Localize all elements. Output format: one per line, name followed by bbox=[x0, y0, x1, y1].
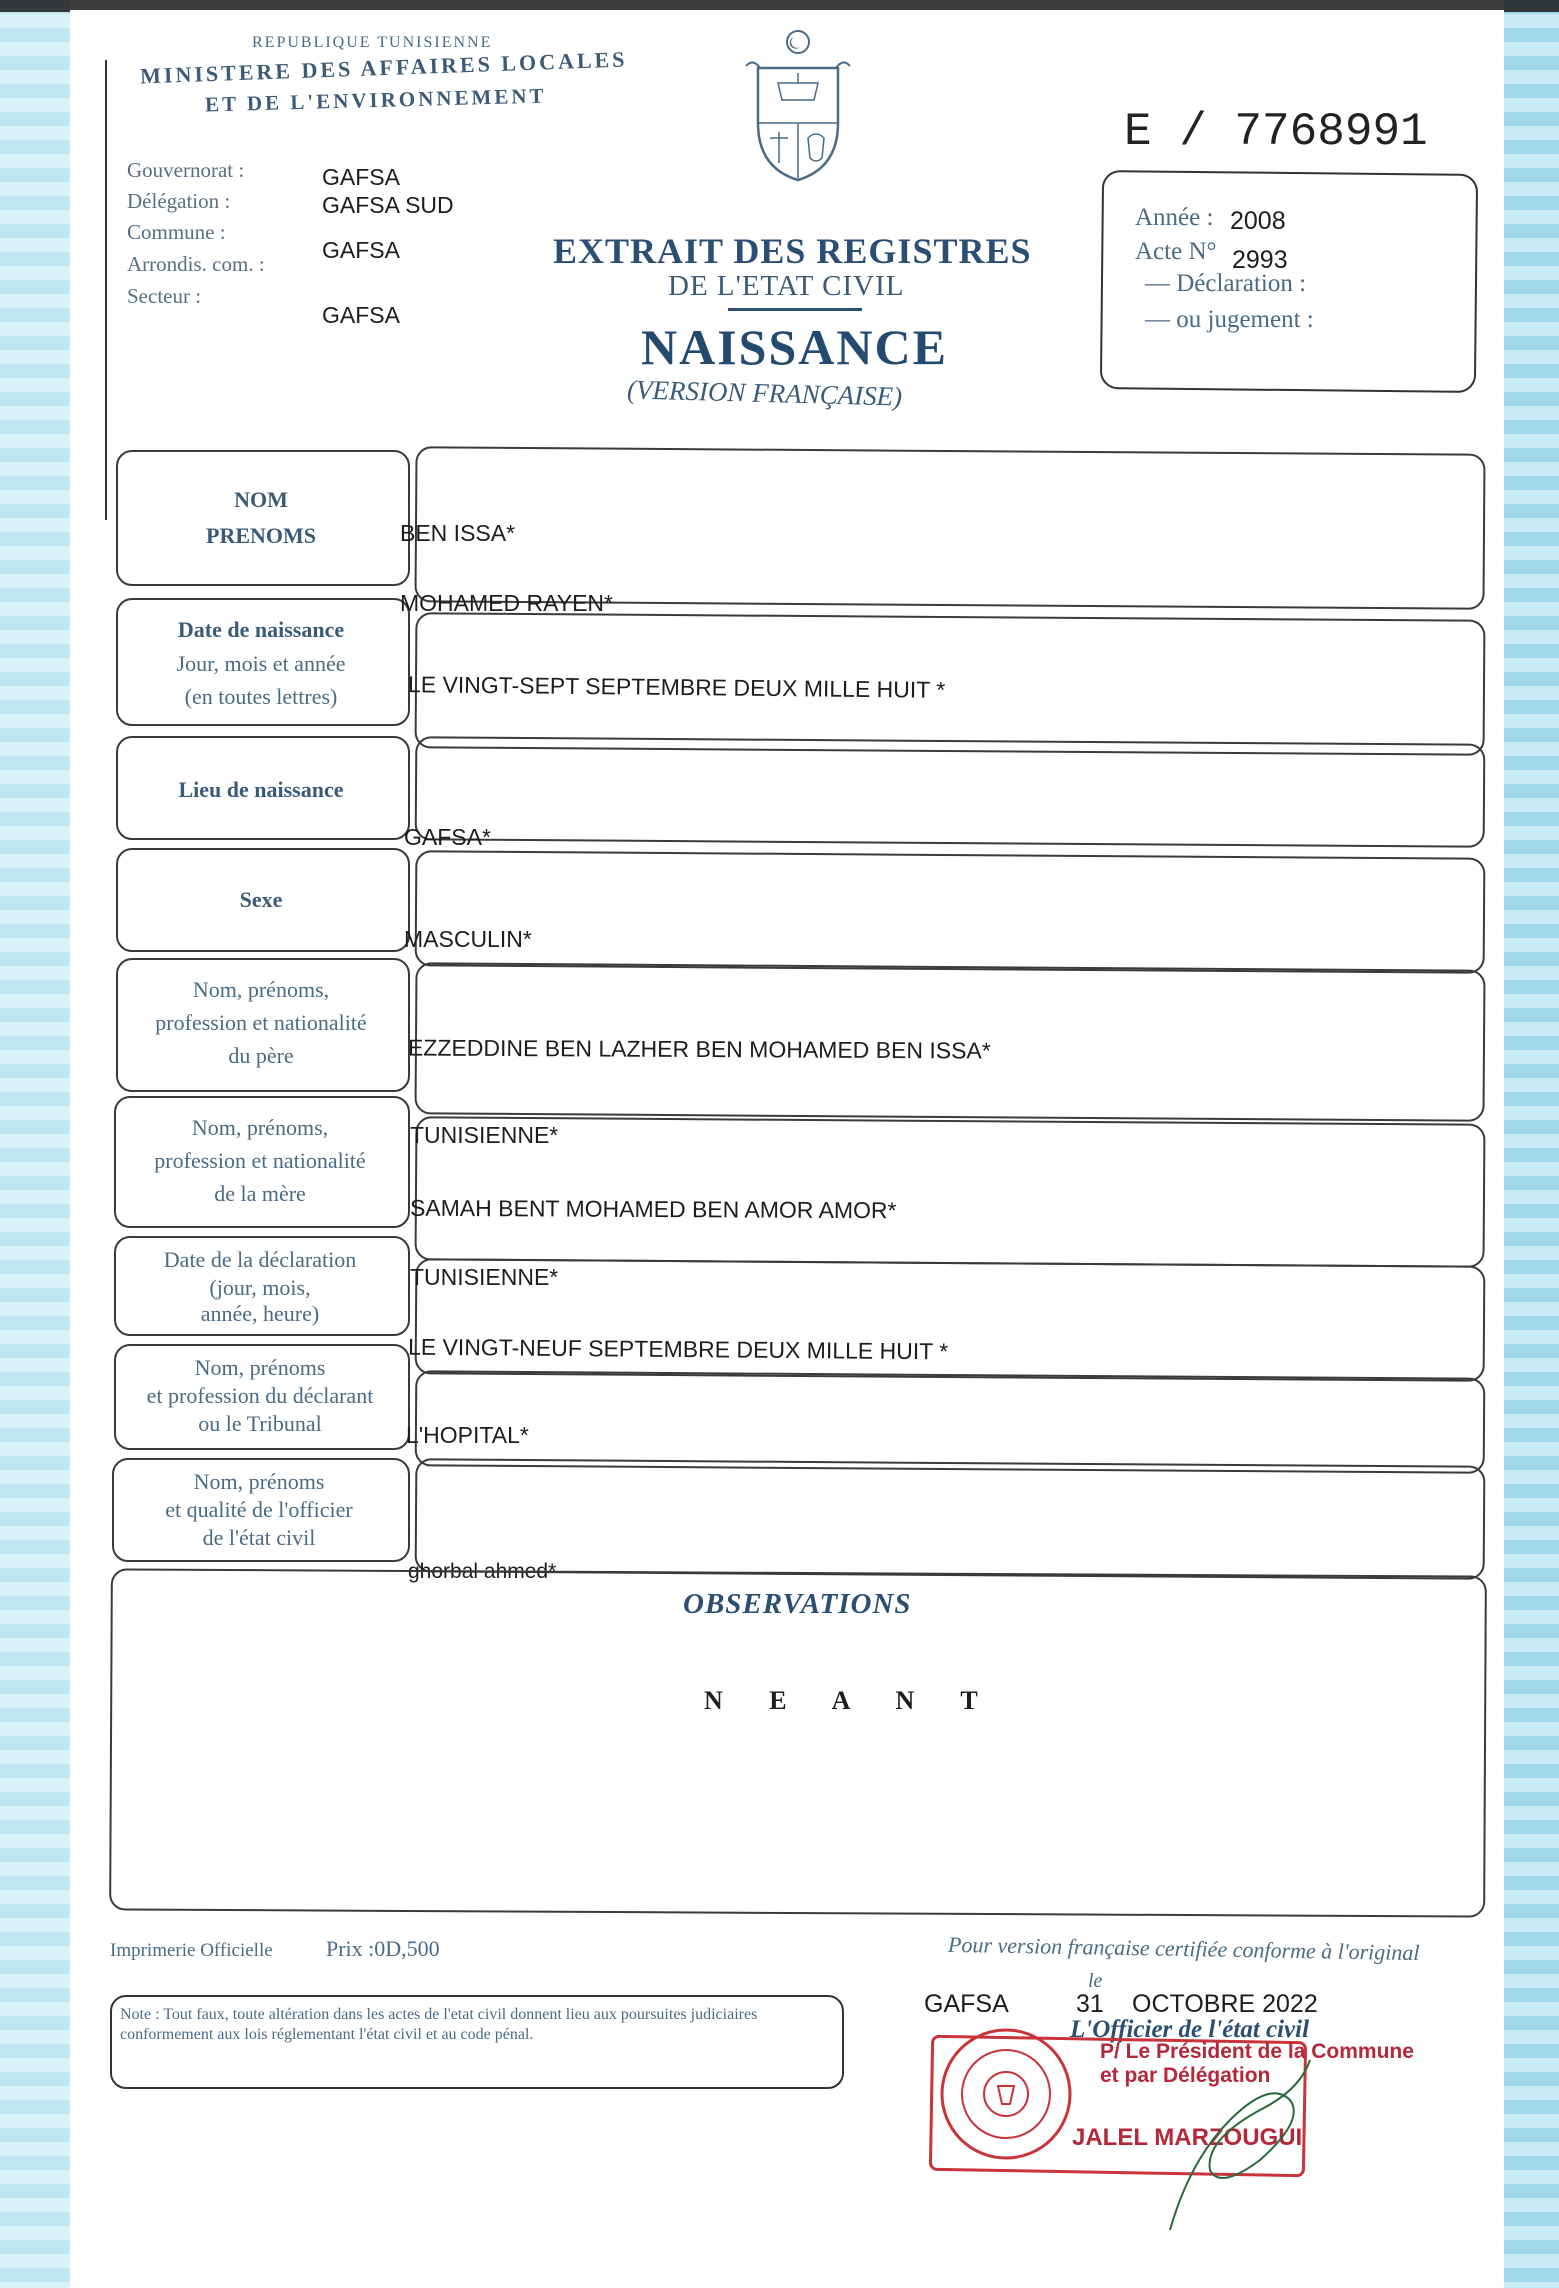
delegation-label: Délégation : bbox=[127, 189, 231, 213]
legal-note: Note : Tout faux, toute altération dans les actes de l'etat civil donnent lieu aux poursuites judiciaires conformement aux lois réglementant l'état civil et au code pénal. bbox=[120, 2006, 758, 2043]
document-type-title: NAISSANCE bbox=[641, 319, 948, 375]
jugement-label: — ou jugement : bbox=[1145, 306, 1314, 333]
label-box-nom bbox=[116, 450, 410, 586]
value-box-sexe bbox=[415, 850, 1486, 973]
officier-value: ghorbal ahmed* bbox=[408, 1560, 557, 1583]
acte-number-value: 2993 bbox=[1232, 246, 1288, 274]
pere-nom-value: EZZEDDINE BEN LAZHER BEN MOHAMED BEN ISSA* bbox=[407, 1034, 991, 1064]
mere-nationalite-value: TUNISIENNE* bbox=[410, 1264, 559, 1290]
declarant-label-line1: Nom, prénoms bbox=[194, 1355, 326, 1380]
officier-label-line2: et qualité de l'officier bbox=[165, 1497, 353, 1522]
gouvernorat-label: Gouvernorat : bbox=[127, 158, 245, 182]
value-box-officier bbox=[415, 1458, 1486, 1579]
prenoms-label: PRENOMS bbox=[206, 523, 316, 548]
decorative-border-left bbox=[0, 0, 70, 2288]
lieu-label: Lieu de naissance bbox=[178, 777, 344, 802]
le-label: le bbox=[1088, 1970, 1103, 1992]
commune-value: GAFSA bbox=[322, 237, 400, 263]
date-naissance-sublabel1: Jour, mois et année bbox=[176, 651, 346, 676]
stamp-text-line1: P/ Le Président de la Commune bbox=[1100, 2040, 1414, 2063]
document-title-line2: DE L'ETAT CIVIL bbox=[668, 270, 905, 302]
prix-label: Prix :0D,500 bbox=[326, 1936, 440, 1961]
title-underline bbox=[728, 308, 862, 311]
officier-label-line3: de l'état civil bbox=[202, 1525, 316, 1550]
annee-value: 2008 bbox=[1230, 207, 1286, 235]
declarant-label-line2: et profession du déclarant bbox=[146, 1383, 374, 1408]
annee-label: Année : bbox=[1135, 204, 1214, 231]
value-box-lieu bbox=[415, 736, 1486, 847]
pere-label-line2: profession et nationalité bbox=[155, 1010, 367, 1035]
commune-label: Commune : bbox=[127, 220, 226, 244]
header-divider bbox=[105, 60, 107, 520]
handwritten-signature-icon bbox=[1150, 2040, 1320, 2240]
nom-label: NOM bbox=[234, 487, 288, 512]
republic-title: REPUBLIQUE TUNISIENNE bbox=[252, 34, 493, 51]
arrondis-label: Arrondis. com. : bbox=[127, 252, 265, 276]
observations-value: N E A N T bbox=[704, 1686, 998, 1715]
signature-place: GAFSA bbox=[924, 1990, 1009, 2018]
certification-text: Pour version française certifiée conforme à l'original bbox=[947, 1931, 1420, 1966]
declaration-date-value: LE VINGT-NEUF SEPTEMBRE DEUX MILLE HUIT * bbox=[407, 1333, 949, 1365]
decorative-border-right bbox=[1504, 0, 1559, 2288]
pere-label-line1: Nom, prénoms, bbox=[192, 977, 330, 1002]
stamp-name: JALEL MARZOUGUI bbox=[1072, 2124, 1303, 2151]
serial-number: E / 7768991 bbox=[1124, 106, 1428, 158]
date-naissance-label: Date de naissance bbox=[177, 617, 345, 642]
round-stamp-icon bbox=[936, 2024, 1076, 2164]
signature-day: 31 bbox=[1076, 1990, 1104, 2018]
gouvernorat-value: GAFSA bbox=[322, 164, 400, 190]
secteur-label: Secteur : bbox=[127, 284, 202, 308]
date-naissance-value: LE VINGT-SEPT SEPTEMBRE DEUX MILLE HUIT * bbox=[407, 671, 946, 703]
pere-nationalite-value: TUNISIENNE* bbox=[410, 1122, 559, 1148]
delegation-value: GAFSA SUD bbox=[322, 192, 454, 218]
lieu-value: GAFSA* bbox=[404, 824, 491, 850]
declaration-label-line3: année, heure) bbox=[200, 1301, 320, 1326]
pere-label-line3: du père bbox=[228, 1043, 294, 1068]
signature-month-year: OCTOBRE 2022 bbox=[1132, 1990, 1318, 2018]
declarant-label-line3: ou le Tribunal bbox=[198, 1411, 322, 1436]
prenoms-value: MOHAMED RAYEN* bbox=[400, 590, 613, 616]
observations-title: OBSERVATIONS bbox=[683, 1588, 912, 1620]
officier-label-line1: Nom, prénoms bbox=[193, 1469, 325, 1494]
declaration-label-line2: (jour, mois, bbox=[209, 1275, 311, 1300]
version-label: (VERSION FRANÇAISE) bbox=[626, 374, 903, 412]
mere-nom-value: SAMAH BENT MOHAMED BEN AMOR AMOR* bbox=[409, 1194, 897, 1224]
officier-title: L'Officier de l'état civil bbox=[1070, 2016, 1310, 2043]
imprimerie-label: Imprimerie Officielle bbox=[110, 1940, 273, 1961]
value-box-nom bbox=[414, 446, 1485, 609]
mere-label-line1: Nom, prénoms, bbox=[191, 1115, 329, 1140]
secteur-value: GAFSA bbox=[322, 302, 400, 328]
nom-value: BEN ISSA* bbox=[400, 520, 516, 546]
date-naissance-sublabel2: (en toutes lettres) bbox=[184, 684, 338, 709]
document-title-line1: EXTRAIT DES REGISTRES bbox=[553, 231, 1032, 271]
value-box-mere bbox=[415, 1116, 1486, 1267]
sexe-label: Sexe bbox=[239, 887, 283, 912]
tunisia-coat-of-arms-icon bbox=[738, 28, 858, 188]
value-box-declarant bbox=[415, 1370, 1486, 1473]
declaration-label-line1: Date de la déclaration bbox=[163, 1247, 357, 1272]
acte-number-label: Acte N° bbox=[1135, 238, 1217, 265]
stamp-text-line2: et par Délégation bbox=[1100, 2064, 1271, 2087]
ministry-line1: MINISTERE DES AFFAIRES LOCALES bbox=[139, 46, 628, 89]
sexe-value: MASCULIN* bbox=[404, 926, 532, 952]
ministry-line2: ET DE L'ENVIRONNEMENT bbox=[204, 83, 547, 117]
mere-label-line3: de la mère bbox=[214, 1181, 306, 1206]
mere-label-line2: profession et nationalité bbox=[154, 1148, 366, 1173]
value-box-declaration bbox=[415, 1258, 1486, 1381]
declaration-label: — Déclaration : bbox=[1145, 270, 1307, 297]
declarant-value: L'HOPITAL* bbox=[406, 1422, 529, 1448]
